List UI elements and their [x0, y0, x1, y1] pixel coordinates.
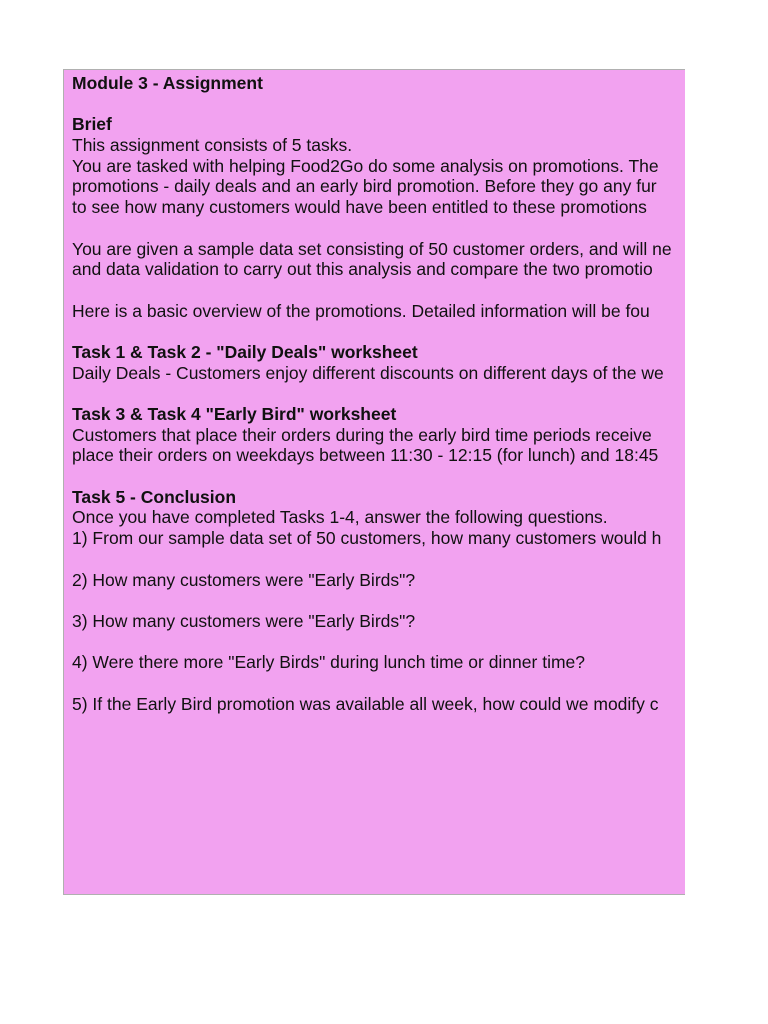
task5-heading: Task 5 - Conclusion: [72, 486, 237, 507]
task5-intro: Once you have completed Tasks 1-4, answer the following questions.: [72, 507, 608, 528]
spacer: [72, 321, 672, 342]
question-5: 5) If the Early Bird promotion was available all week, how could we modify c: [72, 693, 659, 714]
question-2: 2) How many customers were "Early Birds"?: [72, 569, 416, 590]
spacer: [72, 466, 672, 487]
brief-heading: Brief: [72, 114, 112, 135]
brief-paragraph-line: and data validation to carry out this analysis and compare the two promotio: [72, 259, 653, 280]
task34-line: place their orders on weekdays between 11:30 - 12:15 (for lunch) and 18:45: [72, 445, 659, 466]
brief-line: You are tasked with helping Food2Go do some analysis on promotions. The: [72, 155, 659, 176]
question-3: 3) How many customers were "Early Birds"?: [72, 610, 416, 631]
spacer: [72, 549, 672, 570]
task12-heading: Task 1 & Task 2 - "Daily Deals" worksheet: [72, 341, 418, 362]
question-4: 4) Were there more "Early Birds" during lunch time or dinner time?: [72, 652, 586, 673]
overview-line: Here is a basic overview of the promotions. Detailed information will be fou: [72, 300, 650, 321]
question-1: 1) From our sample data set of 50 customers, how many customers would h: [72, 528, 662, 549]
brief-line: to see how many customers would have been entitled to these promotions: [72, 197, 647, 218]
spacer: [72, 590, 672, 611]
spacer: [72, 632, 672, 653]
spacer: [72, 218, 672, 239]
spacer: [72, 280, 672, 301]
brief-line: This assignment consists of 5 tasks.: [72, 135, 353, 156]
document-title: Module 3 - Assignment: [72, 73, 263, 93]
task12-text: Daily Deals - Customers enjoy different discounts on different days of the we: [72, 362, 664, 383]
spreadsheet-cell[interactable]: [63, 69, 685, 895]
cell-content: [72, 73, 672, 714]
brief-paragraph-line: You are given a sample data set consisting of 50 customer orders, and will ne: [72, 238, 672, 259]
task34-heading: Task 3 & Task 4 "Early Bird" worksheet: [72, 404, 397, 424]
spacer: [72, 673, 672, 694]
spacer: [72, 94, 672, 115]
spacer: [72, 383, 672, 404]
brief-line: promotions - daily deals and an early bird promotion. Before they go any fur: [72, 176, 657, 197]
task34-line: Customers that place their orders during the early bird time periods receive: [72, 424, 652, 445]
